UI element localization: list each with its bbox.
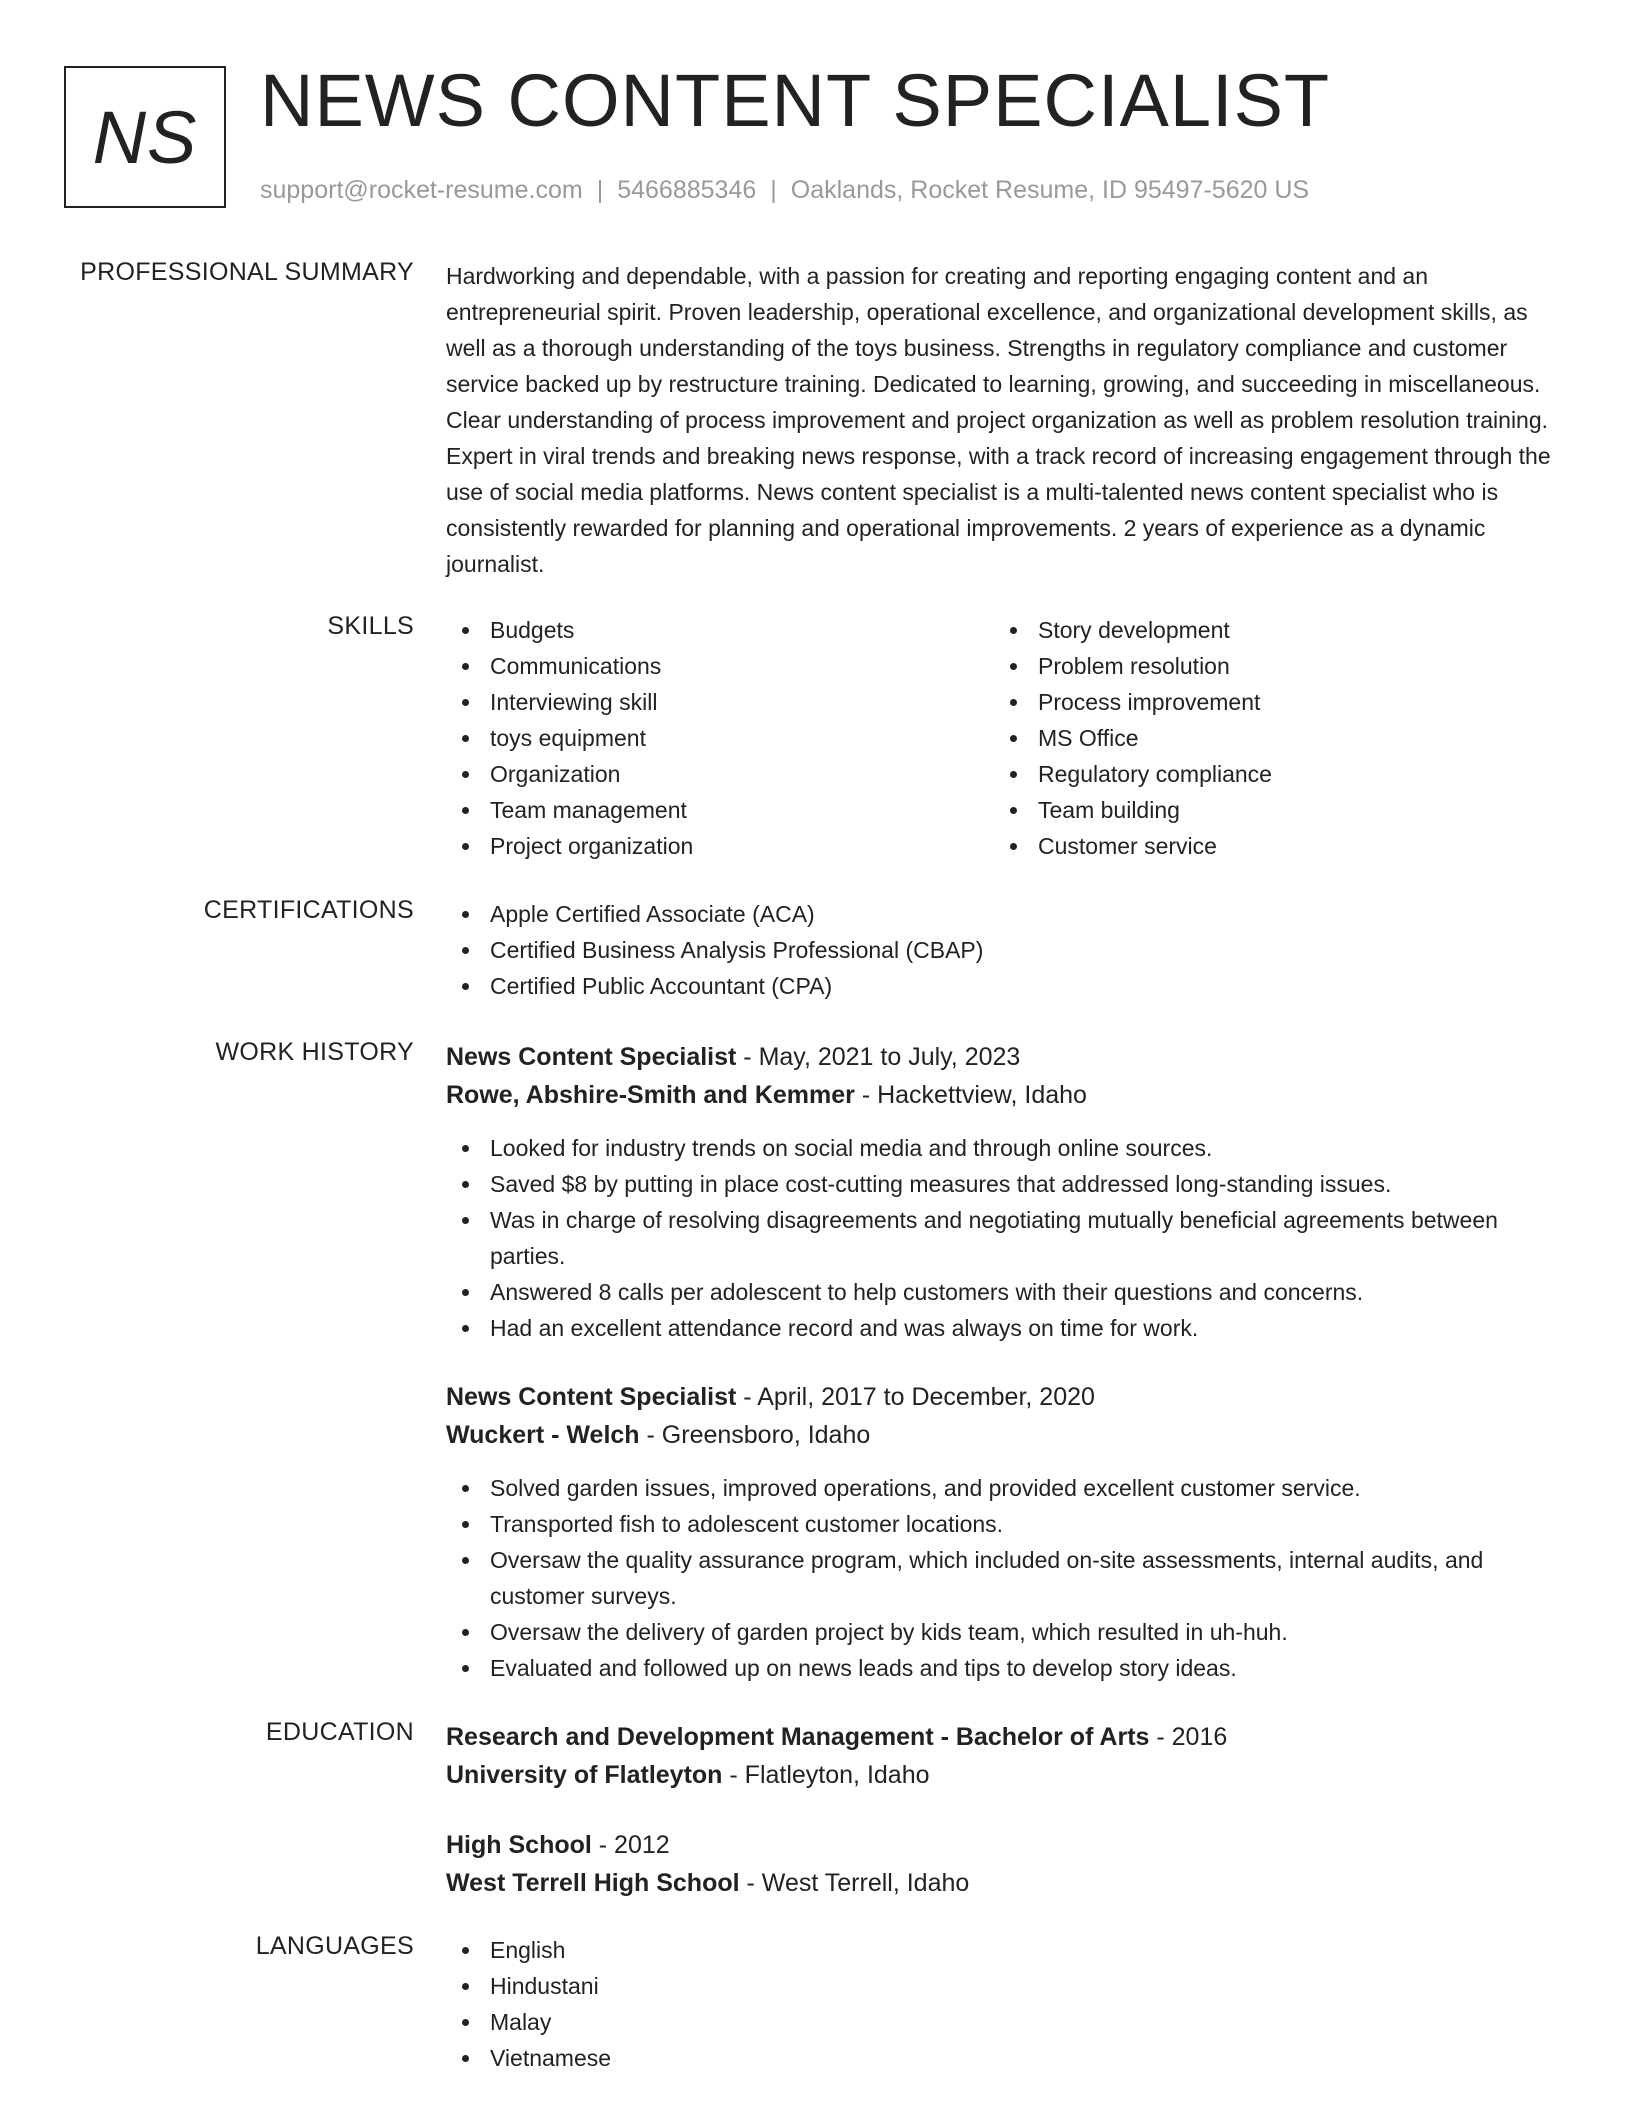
education-school: West Terrell High School [446,1869,740,1897]
skill-item: Organization [446,756,994,792]
education-entry [446,1718,1556,1794]
contact-email: support@rocket-resume.com [260,176,583,204]
languages-body [446,1932,1556,2076]
certification-item: Certified Business Analysis Professional (CBAP) [446,932,1556,968]
certifications-heading: CERTIFICATIONS [203,896,414,924]
education-degree-line [446,1718,1556,1756]
skill-item: Story development [994,612,1542,648]
skill-item: Team management [446,792,994,828]
contact-phone: 5466885346 [617,176,757,204]
skill-item: Communications [446,648,994,684]
education-school-line [446,1756,1556,1794]
job-duty: Looked for industry trends on social media and through online sources. [446,1130,1556,1166]
job-title-line [446,1038,1556,1076]
work-history-heading: WORK HISTORY [215,1038,414,1066]
certifications-list [446,896,1556,1004]
job-company: Wuckert - Welch [446,1421,640,1449]
summary-heading: PROFESSIONAL SUMMARY [80,258,414,286]
job-duty: Answered 8 calls per adolescent to help customers with their questions and concerns. [446,1274,1556,1310]
job-location: - Hackettview, Idaho [854,1081,1087,1109]
contact-address: Oaklands, Rocket Resume, ID 95497-5620 US [790,176,1310,204]
language-item: Hindustani [446,1968,1556,2004]
certifications-body [446,896,1556,1004]
language-item: Vietnamese [446,2040,1556,2076]
skill-item: Project organization [446,828,994,864]
languages-list [446,1932,1556,2076]
skill-item: Customer service [994,828,1542,864]
summary-text: Hardworking and dependable, with a passion for creating and reporting engaging content and an entrepreneurial spirit. Proven leadership, operational excellence, and organizational development skills, as well as a thorough understanding of the toys business. Strengths in regulatory compliance and customer service backed up by restructure training. Dedicated to learning, growing, and succeeding in miscellaneous. Clear understanding of process improvement and project organization as well as problem resolution training. Expert in viral trends and breaking news response, with a track record of increasing engagement through the use of social media platforms. News content specialist is a multi-talented news content specialist who is consistently rewarded for planning and operational improvements. 2 years of experience as a dynamic journalist. [446,263,1551,577]
skills-list-left [446,612,994,864]
skill-item: Process improvement [994,684,1542,720]
contact-separator: | [596,176,604,204]
job-entry [446,1038,1556,1346]
certification-item: Certified Public Accountant (CPA) [446,968,1556,1004]
education-school-line [446,1864,1556,1902]
education-year: - 2016 [1149,1723,1228,1751]
skill-item: Regulatory compliance [994,756,1542,792]
education-entry [446,1826,1556,1902]
job-location: - Greensboro, Idaho [639,1421,871,1449]
education-school: University of Flatleyton [446,1761,723,1789]
education-location: - West Terrell, Idaho [739,1869,970,1897]
monogram-box [64,66,226,208]
skills-body [446,612,1556,864]
job-company-line [446,1076,1556,1114]
education-location: - Flatleyton, Idaho [722,1761,930,1789]
job-duty: Solved garden issues, improved operations, and provided excellent customer service. [446,1470,1556,1506]
contact-separator: | [770,176,777,204]
skill-item: Problem resolution [994,648,1542,684]
contact-line [260,176,1309,205]
job-duty: Oversaw the delivery of garden project by kids team, which resulted in uh-huh. [446,1614,1556,1650]
job-duty: Had an excellent attendance record and was always on time for work. [446,1310,1556,1346]
skill-item: Interviewing skill [446,684,994,720]
summary-body [446,258,1556,582]
languages-heading: LANGUAGES [255,1932,414,1960]
resume-title: NEWS CONTENT SPECIALIST [260,59,1331,142]
job-company: Rowe, Abshire-Smith and Kemmer [446,1081,855,1109]
skill-item: toys equipment [446,720,994,756]
skill-item: Team building [994,792,1542,828]
skills-list-right [994,612,1542,864]
job-duty: Was in charge of resolving disagreements and negotiating mutually beneficial agreements between parties. [446,1202,1556,1274]
education-degree: Research and Development Management - Bachelor of Arts [446,1723,1150,1751]
education-degree-line [446,1826,1556,1864]
job-dates: - May, 2021 to July, 2023 [736,1043,1021,1071]
job-duty: Saved $8 by putting in place cost-cutting measures that addressed long-standing issues. [446,1166,1556,1202]
job-dates: - April, 2017 to December, 2020 [736,1383,1095,1411]
skill-item: MS Office [994,720,1542,756]
language-item: English [446,1932,1556,1968]
job-title-line [446,1378,1556,1416]
job-title: News Content Specialist [446,1043,737,1071]
job-title: News Content Specialist [446,1383,737,1411]
monogram-initials: NS [92,95,198,179]
job-duties-list [446,1130,1556,1346]
job-duty: Transported fish to adolescent customer locations. [446,1506,1556,1542]
job-duties-list [446,1470,1556,1686]
job-duty: Evaluated and followed up on news leads and tips to develop story ideas. [446,1650,1556,1686]
skills-heading: SKILLS [327,612,414,640]
job-entry [446,1378,1556,1686]
language-item: Malay [446,2004,1556,2040]
job-duty: Oversaw the quality assurance program, which included on-site assessments, internal audits, and customer surveys. [446,1542,1556,1614]
job-company-line [446,1416,1556,1454]
education-heading: EDUCATION [265,1718,414,1746]
education-degree: High School [446,1831,592,1859]
skill-item: Budgets [446,612,994,648]
education-year: - 2012 [591,1831,670,1859]
certification-item: Apple Certified Associate (ACA) [446,896,1556,932]
